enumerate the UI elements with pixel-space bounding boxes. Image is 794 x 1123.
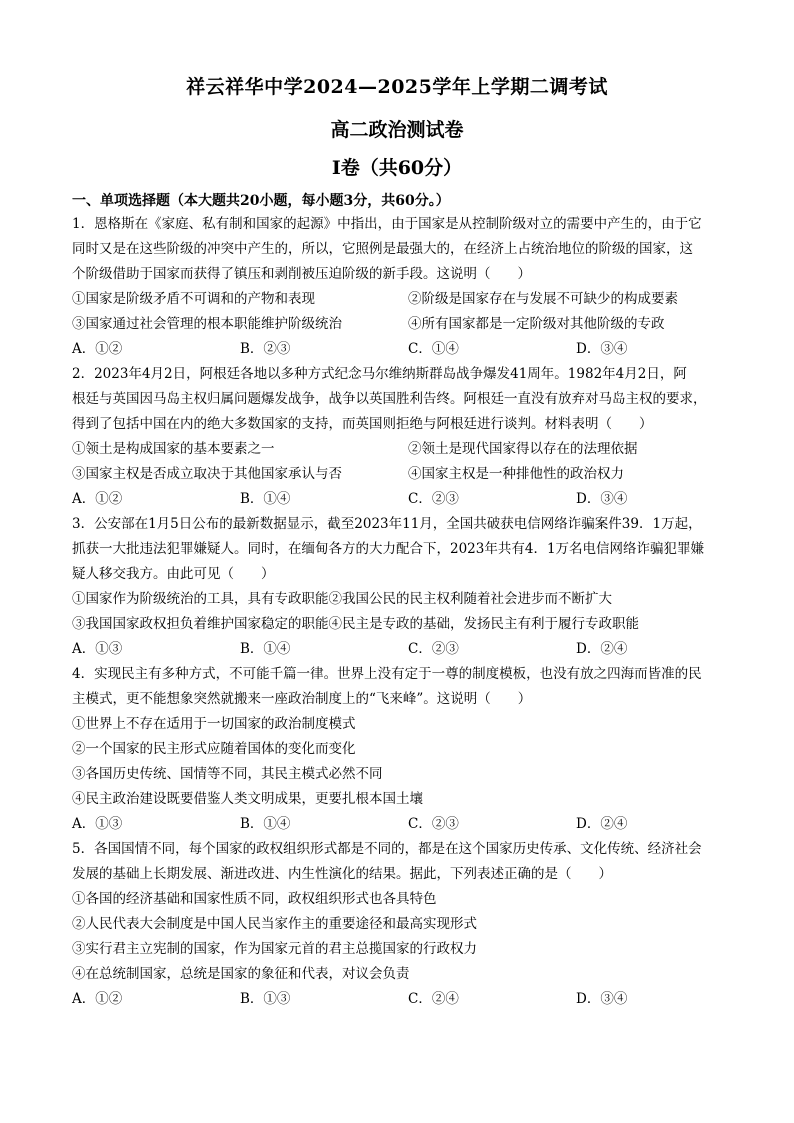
statement-item: ②领土是现代国家得以存在的法理依据 [408,441,638,457]
question-stem-line: 疑人移交我方。由此可见（ ） [72,566,275,582]
question-stem-line: 1．恩格斯在《家庭、私有制和国家的起源》中指出，由于国家是从控制阶级对立的需要中产生的，由于它 [72,216,702,232]
choice-c: C．①④ [408,341,459,357]
choice-b: B．①④ [240,816,291,832]
choice-a: A．①③ [72,641,123,657]
statement-item: ④国家主权是一种排他性的政治权力 [408,466,624,482]
choice-c: C．②③ [408,816,459,832]
question-stem-line: 2．2023年4月2日，阿根廷各地以多种方式纪念马尔维纳斯群岛战争爆发41周年。1982年4月2日，阿 [72,366,687,382]
statement-item: ①国家是阶级矛盾不可调和的产物和表现 [72,291,315,307]
statement-item: ②阶级是国家存在与发展不可缺少的构成要素 [408,291,678,307]
question-stem-line: 同时又是在这些阶级的冲突中产生的，所以，它照例是最强大的，在经济上占统治地位的阶级的国家，这 [72,241,693,257]
statement-item: ①各国的经济基础和国家性质不同，政权组织形式也各具特色 [72,891,437,907]
statement-item: ④民主政治建设既要借鉴人类文明成果，更要扎根本国土壤 [72,791,423,807]
choice-b: B．①④ [240,641,291,657]
choice-d: D．③④ [576,491,628,507]
statement-item: ②人民代表大会制度是中国人民当家作主的重要途径和最高实现形式 [72,916,477,932]
statement-item: ③实行君主立宪制的国家，作为国家元首的君主总揽国家的行政权力 [72,941,477,957]
question-stem-line: 抓获一大批违法犯罪嫌疑人。同时，在缅甸各方的大力配合下，2023年共有4．1万名电信网络诈骗犯罪嫌 [72,541,705,557]
choice-a: A．①② [72,991,123,1007]
section-heading: 一、单项选择题（本大题共20小题，每小题3分，共60分。） [72,193,450,209]
question-stem-line: 得到了包括中国在内的绝大多数国家的支持，而英国则拒绝与阿根廷进行谈判。材料表明（ ） [72,416,653,432]
question-stem-line: 个阶级借助于国家而获得了镇压和剥削被压迫阶级的新手段。这说明（ ） [72,266,531,282]
choice-d: D．③④ [576,341,628,357]
choice-b: B．①③ [240,991,291,1007]
statement-item: ①世界上不存在适用于一切国家的政治制度模式 [72,716,356,732]
statement-item: ②一个国家的民主形式应随着国体的变化而变化 [72,741,356,757]
choice-d: D．③④ [576,991,628,1007]
choice-c: C．②③ [408,641,459,657]
choice-d: D．②④ [576,816,628,832]
statement-item: ③我国国家政权担负着维护国家稳定的职能④民主是专政的基础，发扬民主有利于履行专政职能 [72,616,639,632]
question-stem-line: 5．各国国情不同，每个国家的政权组织形式都是不同的，都是在这个国家历史传承、文化传统、经济社会 [72,841,702,857]
statement-item: ④在总统制国家，总统是国家的象征和代表，对议会负责 [72,966,410,982]
choice-a: A．①③ [72,816,123,832]
statement-item: ③国家通过社会管理的根本职能维护阶级统治 [72,316,342,332]
choice-d: D．②④ [576,641,628,657]
volume-title: I卷（共60分） [331,157,463,179]
choice-b: B．①④ [240,491,291,507]
subject-title: 高二政治测试卷 [330,119,464,141]
question-stem-line: 主模式，更不能想象突然就搬来一座政治制度上的“飞来峰”。这说明（ ） [72,691,532,707]
statement-item: ③国家主权是否成立取决于其他国家承认与否 [72,466,342,482]
question-stem-line: 发展的基础上长期发展、渐进改进、内生性演化的结果。据此，下列表述正确的是（ ） [72,866,612,882]
statement-item: ①领土是构成国家的基本要素之一 [72,441,275,457]
choice-a: A．①② [72,341,123,357]
question-stem-line: 4．实现民主有多种方式，不可能千篇一律。世界上没有定于一尊的制度模板，也没有放之四海而皆准的民 [72,666,702,682]
question-stem-line: 3．公安部在1月5日公布的最新数据显示，截至2023年11月，全国共破获电信网络诈骗案件39．1万起， [72,516,702,532]
statement-item: ①国家作为阶级统治的工具，具有专政职能②我国公民的民主权利随着社会进步而不断扩大 [72,591,612,607]
statement-item: ③各国历史传统、国情等不同，其民主模式必然不同 [72,766,383,782]
choice-c: C．②③ [408,491,459,507]
question-stem-line: 根廷与英国因马岛主权归属问题爆发战争，战争以英国胜利告终。阿根廷一直没有放弃对马岛主权的要求， [72,391,707,407]
choice-c: C．②④ [408,991,459,1007]
statement-item: ④所有国家都是一定阶级对其他阶级的专政 [408,316,665,332]
school-exam-title: 祥云祥华中学2024—2025学年上学期二调考试 [186,76,608,98]
choice-b: B．②③ [240,341,291,357]
choice-a: A．①② [72,491,123,507]
